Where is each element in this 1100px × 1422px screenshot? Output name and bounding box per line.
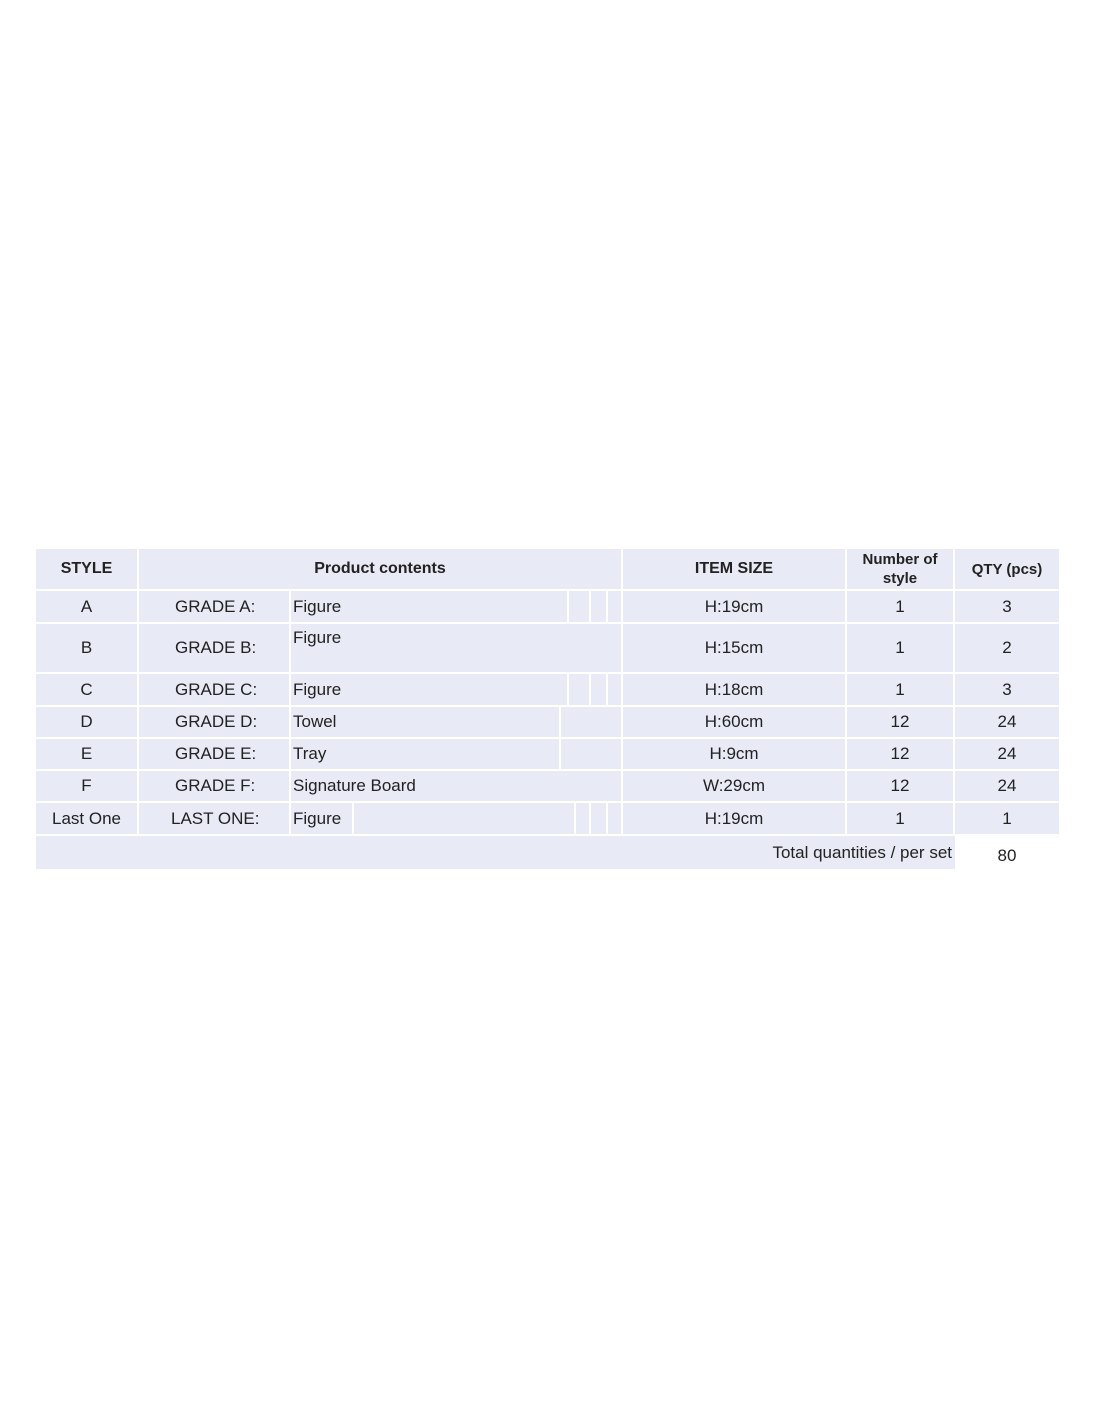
header-number-of-style-line1: Number of <box>862 551 938 568</box>
row-e-style: E <box>36 739 137 769</box>
row-e-size: H:9cm <box>623 739 845 769</box>
row-f-size: W:29cm <box>623 771 845 801</box>
row-a-qty: 3 <box>955 591 1059 622</box>
product-divider-line <box>567 674 569 705</box>
row-c-num: 1 <box>847 674 953 705</box>
row-c-qty: 3 <box>955 674 1059 705</box>
row-d-qty: 24 <box>955 707 1059 737</box>
row-f-qty: 24 <box>955 771 1059 801</box>
row-d-style: D <box>36 707 137 737</box>
row-last-one-qty: 1 <box>955 803 1059 834</box>
product-divider-line <box>352 803 354 834</box>
row-d-num: 12 <box>847 707 953 737</box>
row-last-one-size: H:19cm <box>623 803 845 834</box>
header-product-contents: Product contents <box>139 549 621 589</box>
row-d-grade: GRADE D: <box>139 707 289 737</box>
product-divider-line <box>589 674 591 705</box>
row-last-one-grade: LAST ONE: <box>139 803 289 834</box>
row-a-num: 1 <box>847 591 953 622</box>
product-divider-line <box>567 591 569 622</box>
row-b-product: Figure <box>291 624 621 672</box>
row-d-product: Towel <box>291 707 621 737</box>
row-a-product: Figure <box>291 591 621 622</box>
row-b-grade: GRADE B: <box>139 624 289 672</box>
row-a-size: H:19cm <box>623 591 845 622</box>
product-divider-line <box>559 707 561 769</box>
row-b-qty: 2 <box>955 624 1059 672</box>
total-value: 80 <box>955 836 1059 869</box>
product-divider-line <box>606 674 608 705</box>
row-b-num: 1 <box>847 624 953 672</box>
row-f-num: 12 <box>847 771 953 801</box>
row-f-product: Signature Board <box>291 771 621 801</box>
header-qty: QTY (pcs) <box>955 549 1059 589</box>
row-f-grade: GRADE F: <box>139 771 289 801</box>
row-c-style: C <box>36 674 137 705</box>
header-style: STYLE <box>36 549 137 589</box>
row-e-product: Tray <box>291 739 621 769</box>
row-c-grade: GRADE C: <box>139 674 289 705</box>
row-a-grade: GRADE A: <box>139 591 289 622</box>
product-divider-line <box>589 591 591 622</box>
total-label: Total quantities / per set <box>36 836 955 869</box>
row-e-num: 12 <box>847 739 953 769</box>
header-number-of-style <box>847 549 953 589</box>
row-last-one-style: Last One <box>36 803 137 834</box>
product-divider-line <box>606 591 608 622</box>
product-divider-line <box>606 803 608 834</box>
row-d-size: H:60cm <box>623 707 845 737</box>
header-item-size: ITEM SIZE <box>623 549 845 589</box>
product-divider-line <box>589 803 591 834</box>
row-c-size: H:18cm <box>623 674 845 705</box>
product-table <box>36 549 1059 869</box>
row-e-grade: GRADE E: <box>139 739 289 769</box>
row-f-style: F <box>36 771 137 801</box>
row-c-product: Figure <box>291 674 621 705</box>
header-number-of-style-line2: style <box>882 570 918 587</box>
row-last-one-product: Figure <box>291 803 621 834</box>
row-e-qty: 24 <box>955 739 1059 769</box>
row-a-style: A <box>36 591 137 622</box>
row-last-one-num: 1 <box>847 803 953 834</box>
row-b-size: H:15cm <box>623 624 845 672</box>
row-b-style: B <box>36 624 137 672</box>
product-divider-line <box>574 803 576 834</box>
